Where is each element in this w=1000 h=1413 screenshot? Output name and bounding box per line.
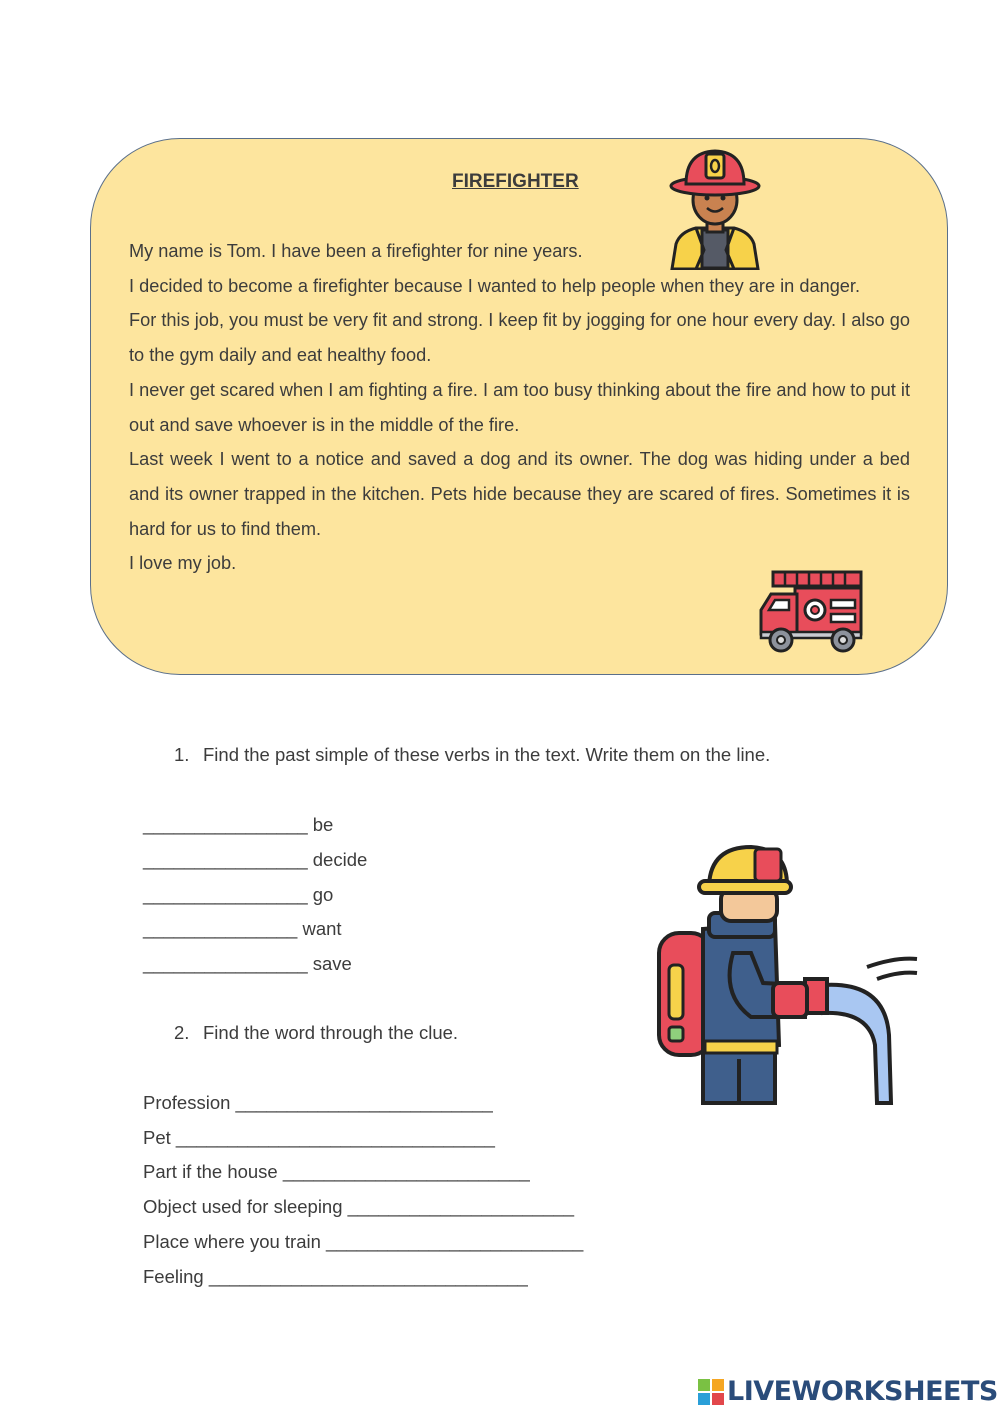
firefighter-portrait-icon <box>666 148 764 270</box>
story-paragraph: I love my job. <box>129 553 237 574</box>
exercise-1-number: 1. <box>174 744 190 765</box>
fire-truck-icon <box>759 570 865 654</box>
verb-blank-line[interactable]: ________________ go <box>143 884 334 905</box>
liveworksheets-logo <box>697 1376 998 1407</box>
brand-name: LIVEWORKSHEETS <box>727 1376 998 1407</box>
story-paragraph: I decided to become a firefighter because I wanted to help people when they are in danger. <box>129 275 861 296</box>
exercise-2-number: 2. <box>174 1022 190 1043</box>
exercise-2-title <box>174 1022 458 1044</box>
clue-line[interactable]: Part if the house ________________________ <box>143 1161 530 1182</box>
exercise-1-title <box>174 744 770 766</box>
clue-line[interactable]: Pet _______________________________ <box>143 1127 495 1148</box>
clue-line[interactable]: Place where you train _________________________ <box>143 1231 584 1252</box>
clue-line[interactable]: Feeling _______________________________ <box>143 1266 528 1287</box>
story-paragraph: My name is Tom. I have been a firefighter for nine years. <box>129 241 583 261</box>
verb-blank-line[interactable]: _______________ want <box>143 918 342 939</box>
liveworksheets-logo-icon <box>697 1378 725 1406</box>
verb-blank-line[interactable]: ________________ save <box>143 953 352 974</box>
exercise-2-instruction: Find the word through the clue. <box>203 1022 459 1043</box>
exercise-1-instruction: Find the past simple of these verbs in the text. Write them on the line. <box>203 744 771 765</box>
story-paragraph: Last week I went to a notice and saved a dog and its owner. The dog was hiding under a bed and its owner trapped in the kitchen. Pets hide because they are scared of fires. Sometimes it is hard for us to find them. <box>129 449 910 539</box>
story-title: FIREFIGHTER <box>452 171 579 192</box>
story-paragraph: I never get scared when I am fighting a fire. I am too busy thinking about the fire and how to put it out and save whoever is in the middle of the fire. <box>129 379 910 435</box>
clue-line[interactable]: Object used for sleeping ______________________ <box>143 1196 575 1217</box>
clue-line[interactable]: Profession _________________________ <box>143 1092 493 1113</box>
verb-blank-line[interactable]: ________________ be <box>143 814 334 835</box>
firefighter-hose-icon <box>655 845 921 1109</box>
story-paragraph: For this job, you must be very fit and strong. I keep fit by jogging for one hour every day. I also go to the gym daily and eat healthy food. <box>129 310 910 366</box>
story-text <box>129 234 910 581</box>
verb-blank-line[interactable]: ________________ decide <box>143 849 368 870</box>
